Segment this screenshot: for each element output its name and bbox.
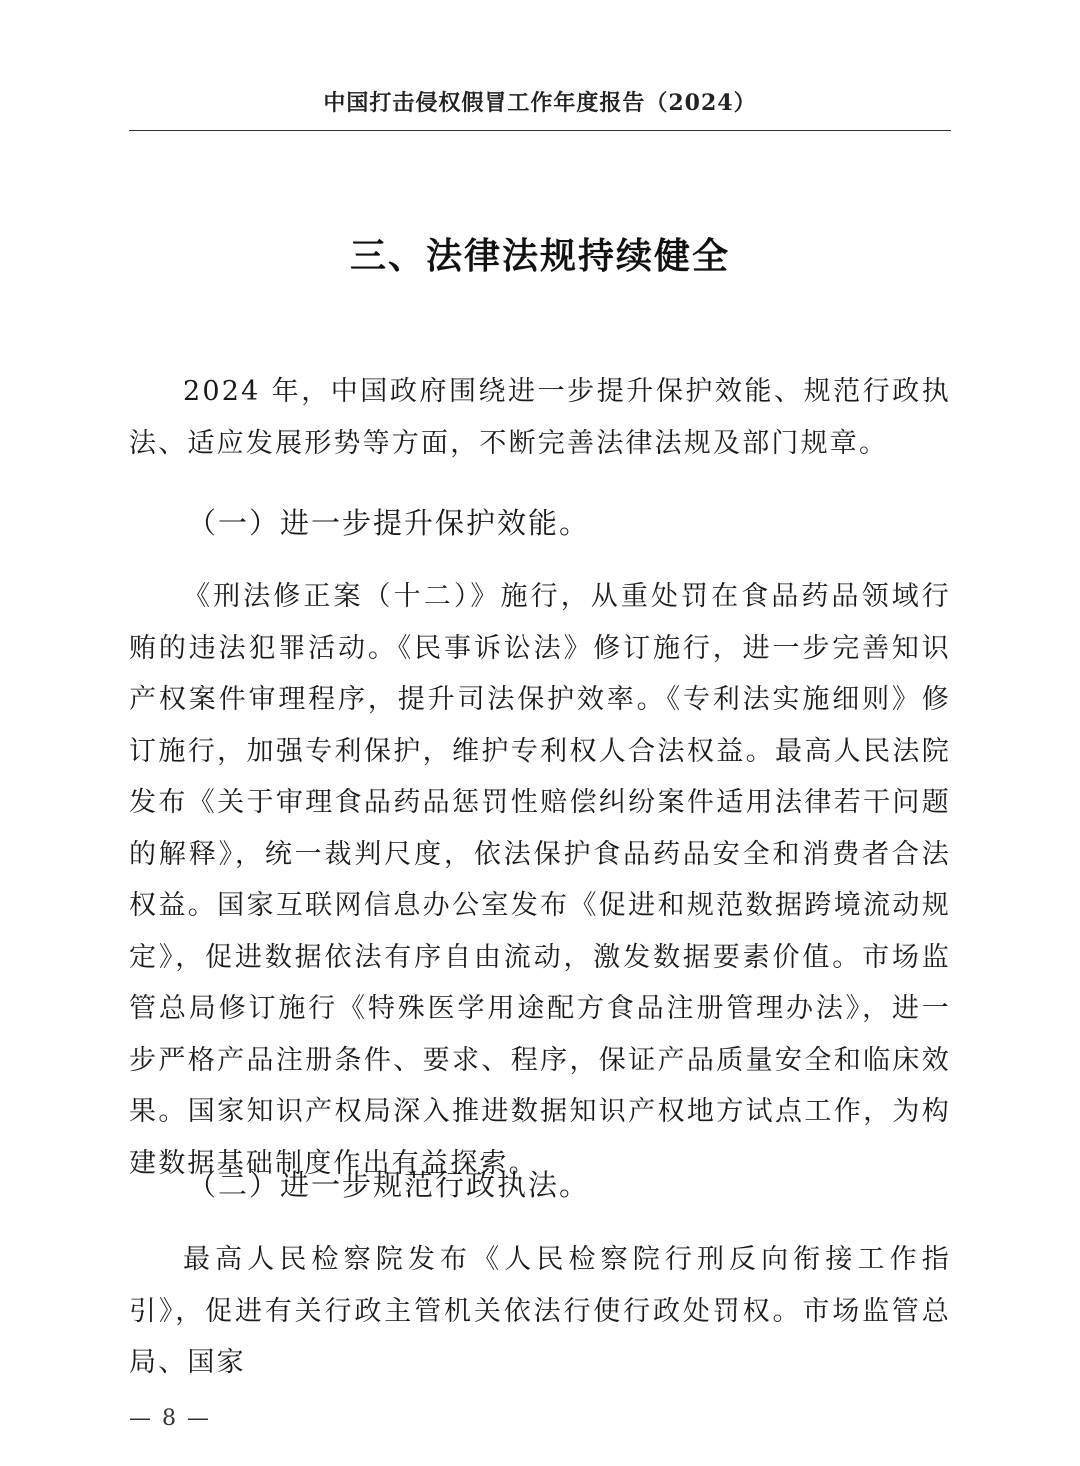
section-title: 三、法律法规持续健全 bbox=[349, 235, 730, 277]
running-header: 中国打击侵权假冒工作年度报告（2024） bbox=[323, 90, 757, 116]
page-number: — 8 — bbox=[129, 1406, 211, 1431]
subheading-two: （二）进一步规范行政执法。 bbox=[187, 1168, 591, 1202]
header-rule bbox=[129, 130, 951, 131]
paragraph-part-two: 最高人民检察院发布《人民检察院行刑反向衔接工作指引》，促进有关行政主管机关依法行使行政处罚权。市场监管总局、国家 bbox=[129, 1244, 951, 1378]
intro-paragraph: 2024 年，中国政府围绕进一步提升保护效能、规范行政执法、适应发展形势等方面，不断完善法律法规及部门规章。 bbox=[129, 376, 951, 459]
subheading-one: （一）进一步提升保护效能。 bbox=[187, 506, 591, 540]
paragraph-part-one: 《刑法修正案（十二）》施行，从重处罚在食品药品领域行贿的违法犯罪活动。《民事诉讼法》修订施行，进一步完善知识产权案件审理程序，提升司法保护效率。《专利法实施细则》修订施行，加强专利保护，维护专利权人合法权益。最高人民法院发布《关于审理食品药品惩罚性赔偿纠纷案件适用法律若干问题的解释》，统一裁判尺度，依法保护食品药品安全和消费者合法权益。国家互联网信息办公室发布《促进和规范数据跨境流动规定》，促进数据依法有序自由流动，激发数据要素价值。市场监管总局修订施行《特殊医学用途配方食品注册管理办法》，进一步严格产品注册条件、要求、程序，保证产品质量安全和临床效果。国家知识产权局深入推进数据知识产权地方试点工作，为构建数据基础制度作出有益探索。 bbox=[129, 581, 951, 1179]
